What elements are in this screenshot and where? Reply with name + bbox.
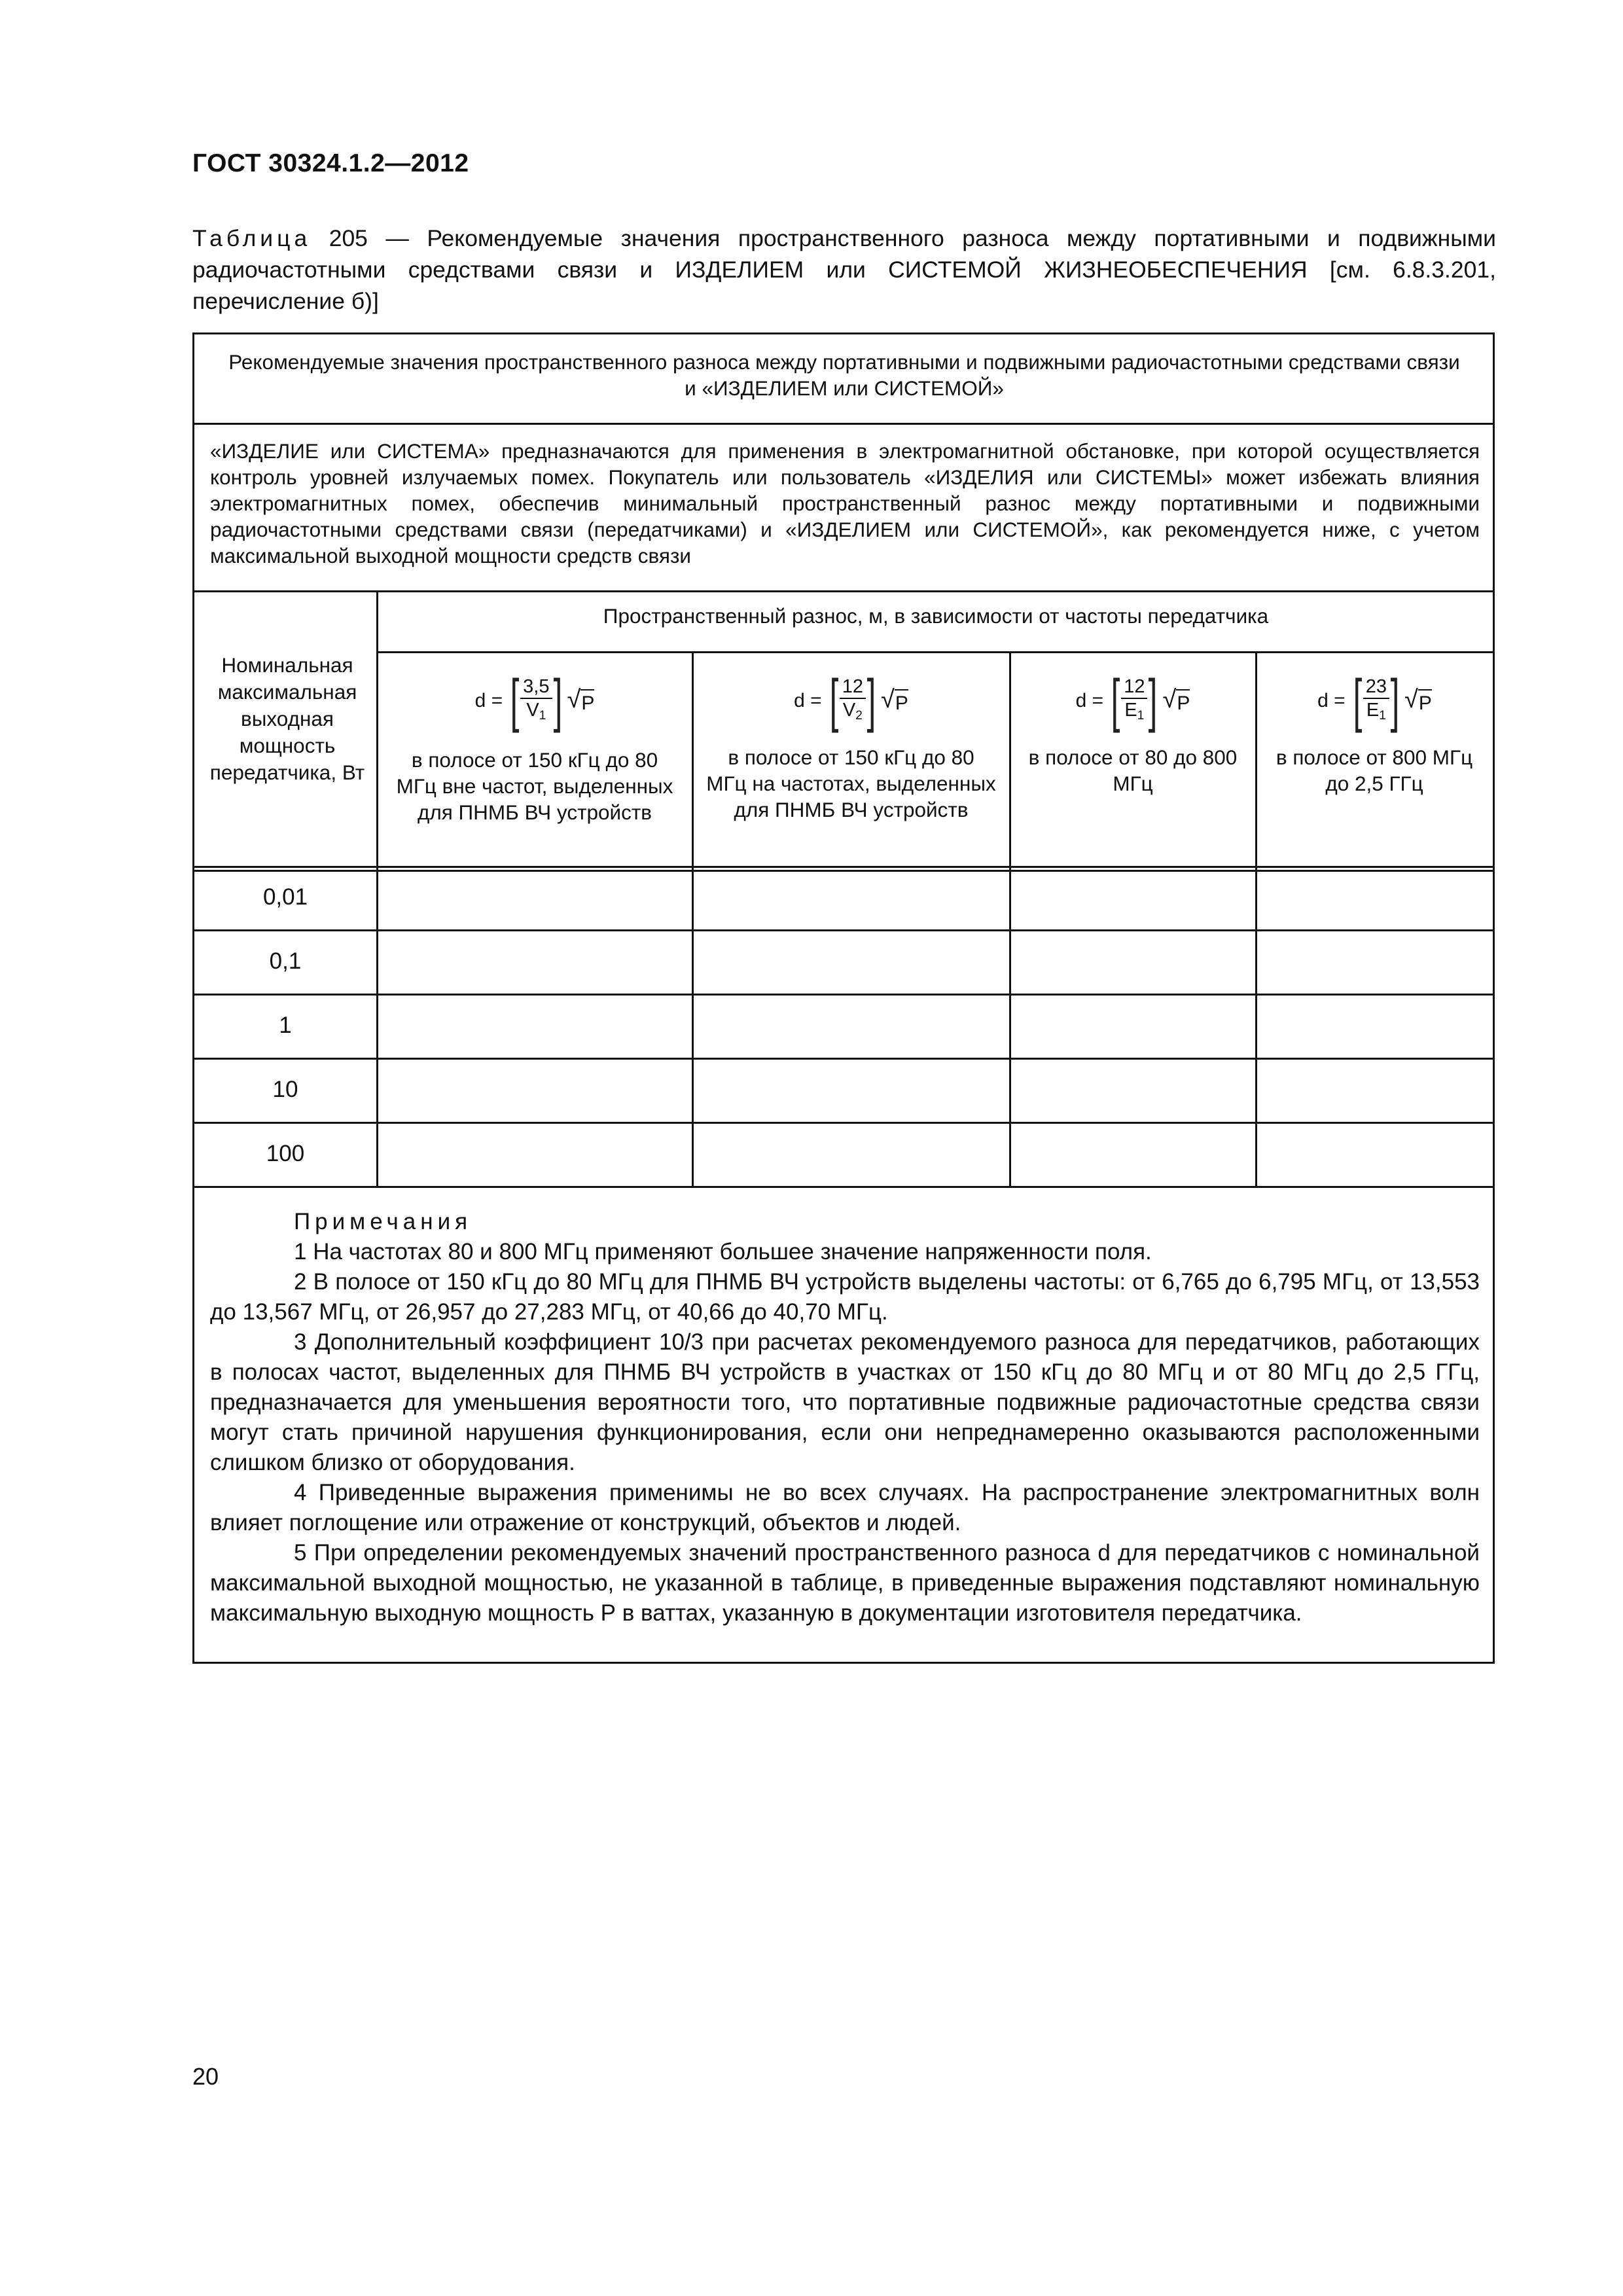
table-rule [194, 866, 1493, 868]
band-1: в полосе от 150 кГц до 80 МГц вне частот, выделенных для ПНМБ ВЧ устройств [396, 748, 673, 824]
power-header: Номинальная максимальная выходная мощность передатчика, Вт [209, 653, 365, 784]
formula-p: P [895, 689, 908, 717]
caption-text: 205 — Рекомендуемые значения пространственного разноса между портативными и подвижными радиочастотными средствами связи и ИЗДЕЛИЕМ или СИСТЕМОЙ ЖИЗНЕОБЕСПЕЧЕНИЯ [см. 6.8.3.201, перечисление б)] [192, 225, 1496, 314]
sqrt-icon: √ [880, 686, 895, 713]
formula-subscript: 1 [1379, 708, 1386, 723]
table-notes [210, 1207, 1480, 1628]
note-item: 2 В полосе от 150 кГц до 80 МГц для ПНМБ ВЧ устройств выделены частоты: от 6,765 до 6,795 МГц, от 13,553 до 13,567 МГц, от 26,957 до 27,283 МГц, от 40,66 до 40,70 МГц. [210, 1269, 1480, 1325]
table-rule [194, 423, 1493, 425]
table-intro: «ИЗДЕЛИЕ или СИСТЕМА» предназначаются для применения в электромагнитной обстановке, при которой осуществляется контроль уровней излучаемых помех. Покупатель или пользователь «ИЗДЕЛИЯ или СИСТЕМЫ» может избежать влияния электромагнитных помех, обеспечив минимальный пространственный разнос между портативными и подвижными радиочастотными средствами связи (передатчиками) и «ИЗДЕЛИЕМ или СИСТЕМОЙ», как рекомендуется ниже, с учетом максимальной выходной мощности средств связи [210, 439, 1480, 567]
formula-numerator: 12 [1121, 675, 1147, 699]
formula-4: d = [ $\frac{23}{E_1}$ ] √ P [1317, 668, 1432, 734]
formula-subscript: 1 [539, 708, 546, 723]
formula-subscript: 2 [855, 708, 863, 723]
note-item: 4 Приведенные выражения применимы не во всех случаях. На распространение электромагнитных волн влияет поглощение или отражение от конструкций, объектов и людей. [210, 1480, 1480, 1535]
formula-2: d = [ $\frac{12}{V_2}$ ] √ P [794, 668, 908, 734]
formula-p: P [580, 689, 594, 717]
formula-p: P [1418, 689, 1432, 717]
note-item: 5 При определении рекомендуемых значений пространственного разноса d для передатчиков с номинальной максимальной выходной мощностью, не указанной в таблице, в приведенные выражения подставляют номинальную максимальную выходную мощность Р в ваттах, указанную в документации изготовителя передатчика. [210, 1540, 1480, 1626]
formula-p: P [1176, 689, 1190, 717]
note-item: 1 На частотах 80 и 800 МГц применяют большее значение напряженности поля. [294, 1239, 1152, 1265]
band-2: в полосе от 150 кГц до 80 МГц на частотах, выделенных для ПНМБ ВЧ устройств [706, 745, 996, 821]
sqrt-icon: √ [1162, 686, 1177, 713]
power-value: 10 [272, 1077, 298, 1102]
sqrt-icon: √ [567, 686, 581, 713]
formula-numerator: 3,5 [520, 675, 552, 699]
formula-numerator: 23 [1363, 675, 1389, 699]
note-item: 3 Дополнительный коэффициент 10/3 при расчетах рекомендуемого разноса для передатчиков, работающих в полосах частот, выделенных для ПНМБ ВЧ устройств в участках от 150 кГц до 80 МГц и от 80 МГц до 2,5 ГГц, предназначается для уменьшения вероятности того, что портативные подвижные радиочастотные средства связи могут стать причиной нарушения функционирования, если они непреднамеренно оказываются расположенными слишком близко от оборудования. [210, 1329, 1480, 1475]
caption-label: Таблица [192, 225, 312, 251]
formula-d: d = [474, 690, 503, 711]
table-caption [192, 223, 1496, 317]
band-4: в полосе от 800 МГц до 2,5 ГГц [1275, 745, 1473, 795]
spacing-header: Пространственный разнос, м, в зависимости от частоты передатчика [603, 604, 1269, 628]
formula-d: d = [794, 690, 822, 711]
page-number: 20 [192, 2063, 219, 2090]
formula-denominator: V [842, 699, 856, 721]
table-rule [194, 1122, 1493, 1124]
spacing-table [192, 332, 1495, 1664]
formula-d: d = [1317, 690, 1346, 711]
power-value: 1 [279, 1013, 292, 1038]
table-rule [194, 1058, 1493, 1060]
formula-denominator: V [526, 699, 539, 721]
band-3: в полосе от 80 до 800 МГц [1028, 745, 1238, 795]
table-rule [194, 929, 1493, 931]
table-rule [194, 994, 1493, 996]
formula-denominator: E [1366, 699, 1380, 721]
power-value: 0,01 [262, 884, 308, 910]
table-rule [376, 651, 1493, 653]
formula-d: d = [1075, 690, 1104, 711]
table-title: Рекомендуемые значения пространственного разноса между портативными и подвижными радиочастотными средствами связи и «ИЗДЕЛИЕМ или СИСТЕМОЙ» [228, 350, 1460, 400]
formula-3: d = [ $\frac{12}{E_1}$ ] √ P [1075, 668, 1190, 734]
formula-subscript: 1 [1137, 708, 1145, 723]
sqrt-icon: √ [1404, 686, 1418, 713]
table-rule [194, 590, 1493, 592]
document-header: ГОСТ 30324.1.2—2012 [192, 149, 469, 177]
power-value: 100 [266, 1141, 305, 1166]
formula-1: d = [ $\frac{3,5}{V_1}$ ] √ P [474, 668, 595, 734]
table-rule [194, 1186, 1493, 1188]
table-rule [194, 870, 1493, 872]
power-value: 0,1 [269, 948, 302, 974]
formula-numerator: 12 [840, 675, 866, 699]
formula-denominator: E [1124, 699, 1137, 721]
notes-title: Примечания [294, 1209, 473, 1234]
